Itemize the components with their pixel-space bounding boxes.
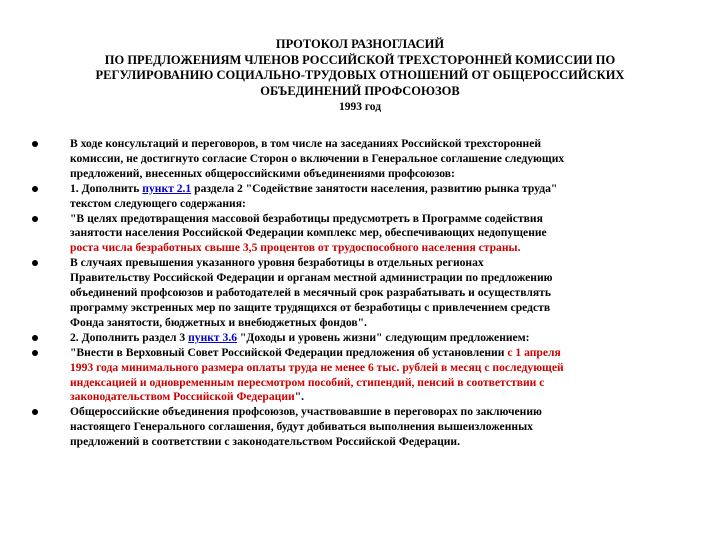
link-point-3-6[interactable]: пункт 3.6 [188,330,238,344]
list-item [32,346,696,406]
text-line: Общероссийские объединения профсоюзов, участвовавшие в переговорах по заключению [70,405,542,419]
link-point-2-1[interactable]: пункт 2.1 [142,181,192,195]
list-item [32,212,696,257]
list-item [32,405,696,450]
text-line: предложений, внесенных общероссийскими объединениями профсоюзов: [70,166,455,180]
text-line: объединений профсоюзов и работодателей в месячный срок разрабатывать и осуществлять [70,286,551,300]
text-line [70,390,696,405]
text-line: В случаях превышения указанного уровня безработицы в отдельных регионах [70,256,484,270]
bullet-icon [32,216,38,222]
protocol-subtitle-line-1: ПО ПРЕДЛОЖЕНИЯМ ЧЛЕНОВ РОССИЙСКОЙ ТРЕХСТОРОННЕЙ КОМИССИИ ПО [104,52,616,67]
highlighted-text-line: 1993 года минимального размера оплаты труда не менее 6 тыс. рублей в месяц с последующей [70,360,564,374]
protocol-subtitle-line-2: РЕГУЛИРОВАНИЮ СОЦИАЛЬНО-ТРУДОВЫХ ОТНОШЕНИЙ ОТ ОБЩЕРОССИЙСКИХ [95,68,625,82]
bullet-icon [32,260,38,266]
bullet-icon [32,141,38,147]
text-line: "В целях предотвращения массовой безработицы предусмотреть в Программе содействия [70,211,543,225]
protocol-subtitle-line-3: ОБЪЕДИНЕНИЙ ПРОФСОЮЗОВ [260,83,460,98]
bullet-icon [32,350,38,356]
text-fragment: раздела 2 "Содействие занятости населения, развитию рынка труда" [191,181,558,195]
protocol-title: ПРОТОКОЛ РАЗНОГЛАСИЙ [275,37,445,51]
protocol-year: 1993 год [338,101,382,113]
text-line [70,346,696,361]
list-item [32,331,696,346]
text-line [70,331,696,346]
highlighted-text-fragment: с 1 апреля [507,345,561,359]
text-line: Фонда занятости, бюджетных и внебюджетных фондов". [70,315,367,329]
list-item [32,137,696,182]
text-line [70,182,696,197]
text-line: предложений в соответствии с законодательством Российской Федерации. [70,435,461,449]
text-fragment: 2. Дополнить раздел 3 [70,330,189,344]
document-header [40,37,680,116]
text-line: текстом следующего содержания: [70,196,246,210]
highlighted-text-line: индексацией и одновременным пересмотром пособий, стипендий, пенсий в соответствии с [70,375,545,389]
list-item [32,256,696,331]
text-line: программу экстренных мер по защите трудящихся от безработицы с привлечением средств [70,300,551,314]
text-fragment: 1. Дополнить [70,181,143,195]
text-line: Правительству Российской Федерации и органам местной администрации по предложению [70,271,553,285]
bullet-icon [32,409,38,415]
text-fragment: "Доходы и уровень жизни" следующим предложением: [237,330,530,344]
highlighted-text-line: роста числа безработных свыше 3,5 процентов от трудоспособного населения страны. [70,241,521,255]
list-item [32,182,696,212]
bullet-icon [32,335,38,341]
text-fragment: "Внести в Верховный Совет Российской Федерации предложения об установлении [70,345,508,359]
bullet-icon [32,186,38,192]
highlighted-text-fragment: законодательством Российской Федерации [70,390,295,404]
text-line: комиссии, не достигнуто согласие Сторон о включении в Генеральное соглашение следующих [70,151,565,165]
text-line: В ходе консультаций и переговоров, в том числе на заседаниях Российской трехсторонней [70,137,542,150]
text-line: настоящего Генерального соглашения, будут добиваться выполнения вышеизложенных [70,420,533,434]
text-fragment: ". [294,390,305,404]
bullet-list [32,137,696,450]
text-line: занятости населения Российской Федерации комплекс мер, обеспечивающих недопущение [70,226,547,240]
